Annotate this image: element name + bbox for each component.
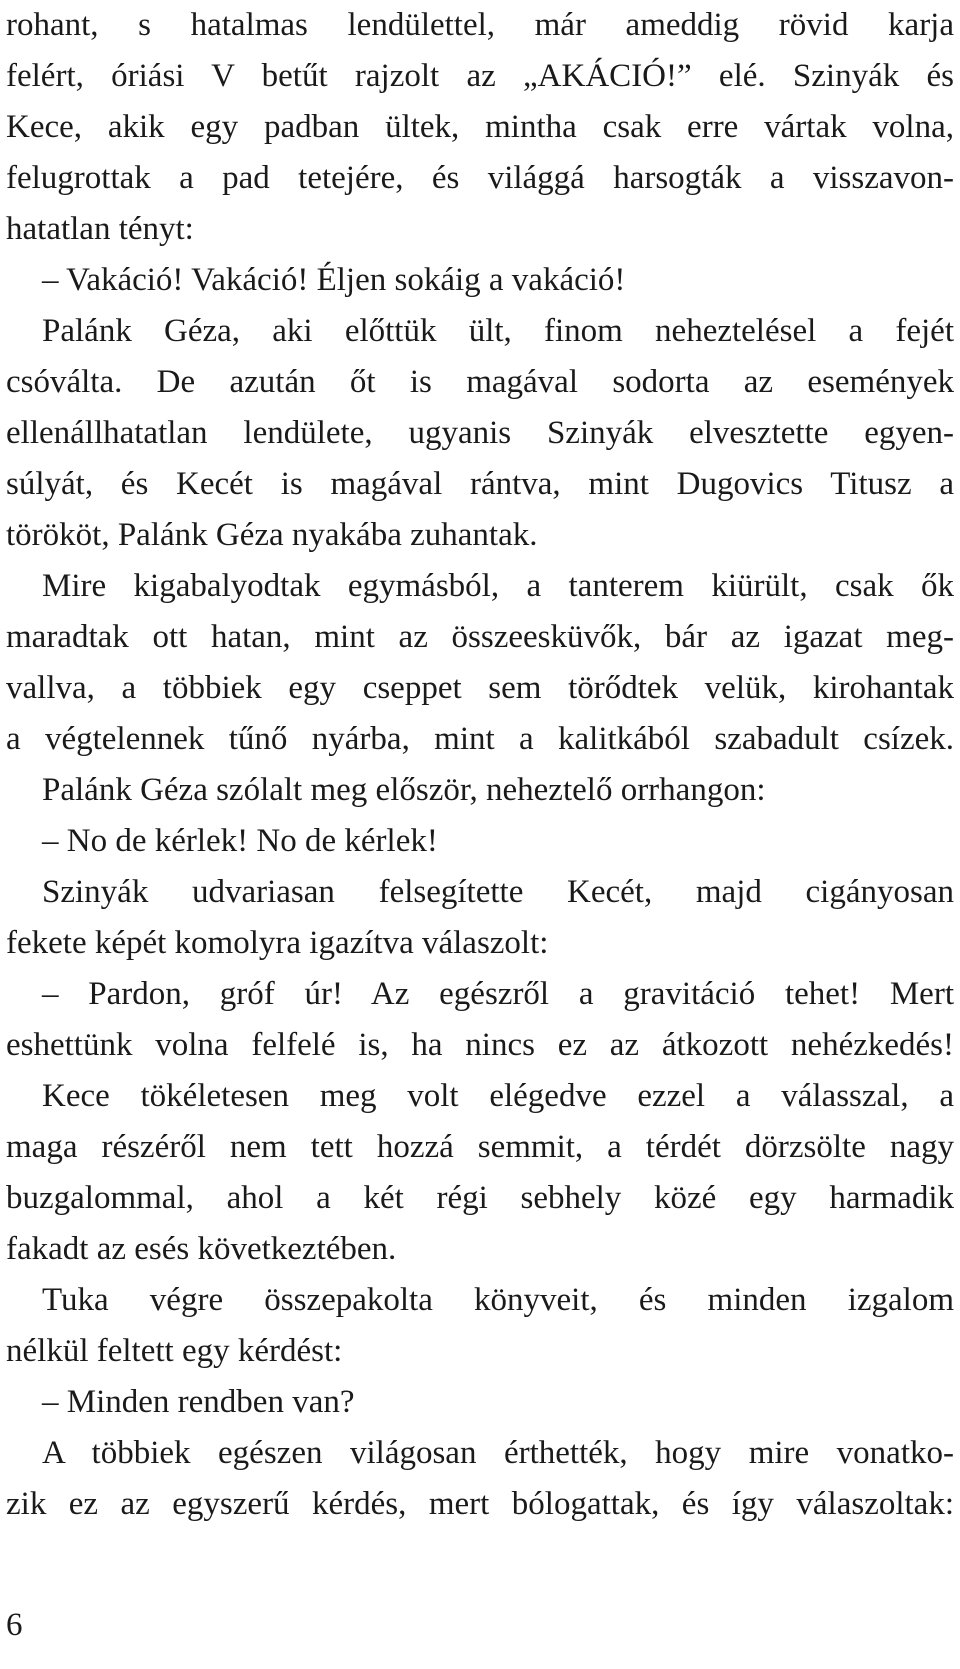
text-line: Kece, akik egy padban ültek, mintha csak erre vártak volna,: [6, 109, 954, 145]
text-line: – Pardon, gróf úr! Az egészről a gravitáció tehet! Mert: [42, 976, 954, 1012]
text-line: fakadt az esés következtében.: [6, 1231, 397, 1267]
text-line: A többiek egészen világosan érthették, hogy mire vonatko-: [42, 1435, 954, 1471]
text-line: felugrottak a pad tetejére, és világgá harsogták a visszavon-: [6, 160, 954, 196]
page-number: 6: [6, 1607, 23, 1643]
text-line: Palánk Géza, aki előttük ült, finom neheztelésel a fejét: [42, 313, 954, 349]
text-line: zik ez az egyszerű kérdés, mert bólogattak, és így válaszoltak:: [6, 1486, 954, 1522]
body-text: [6, 0, 954, 1530]
text-line: – Minden rendben van?: [42, 1384, 355, 1420]
text-line: ellenállhatatlan lendülete, ugyanis Szinyák elvesztette egyen-: [6, 415, 954, 451]
text-line: Szinyák udvariasan felsegítette Kecét, majd cigányosan: [42, 874, 954, 910]
text-line: – Vakáció! Vakáció! Éljen sokáig a vakáció!: [42, 262, 626, 298]
text-line: a végtelennek tűnő nyárba, mint a kalitkából szabadult csízek.: [6, 721, 954, 757]
text-line: törököt, Palánk Géza nyakába zuhantak.: [6, 517, 538, 553]
text-line: eshettünk volna felfelé is, ha nincs ez az átkozott nehézkedés!: [6, 1027, 954, 1063]
text-line: maradtak ott hatan, mint az összeesküvők, bár az igazat meg-: [6, 619, 954, 655]
text-line: buzgalommal, ahol a két régi sebhely közé egy harmadik: [6, 1180, 954, 1216]
text-line: csóválta. De azután őt is magával sodorta az események: [6, 364, 954, 400]
text-line: – No de kérlek! No de kérlek!: [42, 823, 438, 859]
text-line: rohant, s hatalmas lendülettel, már ameddig rövid karja: [6, 7, 954, 43]
text-line: vallva, a többiek egy cseppet sem törődtek velük, kirohantak: [6, 670, 954, 706]
text-line: Kece tökéletesen meg volt elégedve ezzel a válasszal, a: [42, 1078, 954, 1114]
text-line: fekete képét komolyra igazítva válaszolt:: [6, 925, 549, 961]
text-line: Palánk Géza szólalt meg először, neheztelő orrhangon:: [42, 772, 766, 808]
text-line: súlyát, és Kecét is magával rántva, mint Dugovics Titusz a: [6, 466, 954, 502]
text-line: felért, óriási V betűt rajzolt az „AKÁCIÓ!” elé. Szinyák és: [6, 58, 954, 94]
text-line: nélkül feltett egy kérdést:: [6, 1333, 343, 1369]
text-line: Tuka végre összepakolta könyveit, és minden izgalom: [42, 1282, 954, 1318]
text-line: maga részéről nem tett hozzá semmit, a térdét dörzsölte nagy: [6, 1129, 954, 1165]
text-line: Mire kigabalyodtak egymásból, a tanterem kiürült, csak ők: [42, 568, 954, 604]
text-line: hatatlan tényt:: [6, 211, 194, 247]
